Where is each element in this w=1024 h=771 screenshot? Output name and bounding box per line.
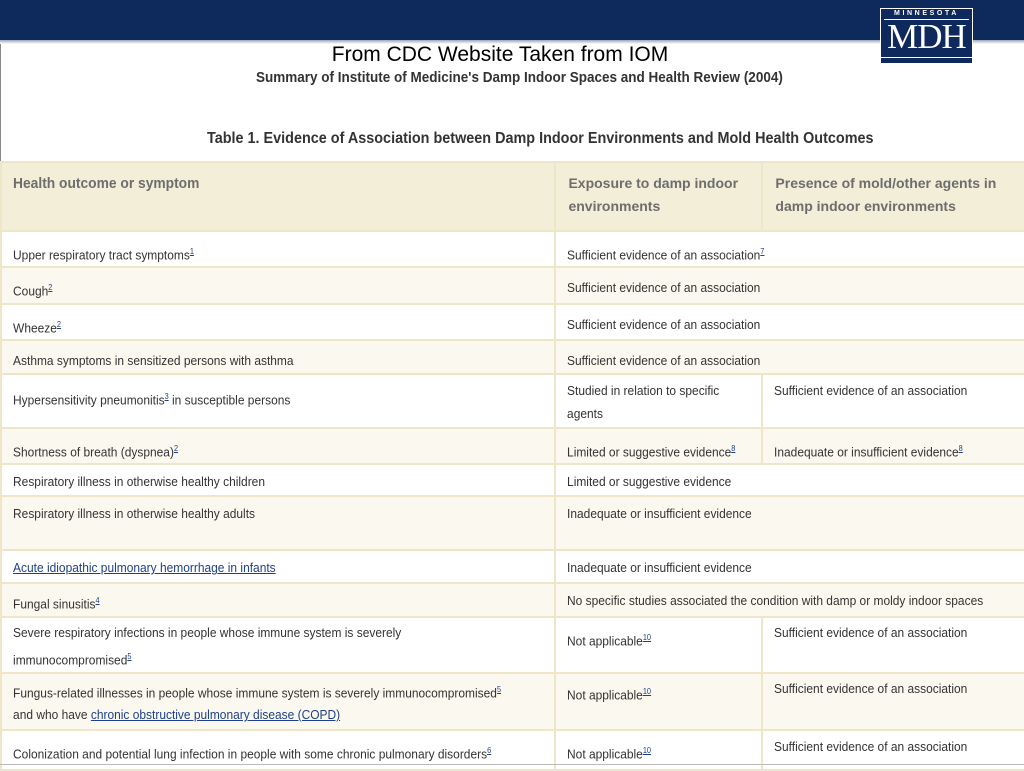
mold-cell: [762, 428, 1024, 464]
footnote-ref[interactable]: 4: [95, 596, 100, 606]
footnote-ref[interactable]: 2: [48, 283, 53, 293]
slide-title: From CDC Website Taken from IOM: [331, 43, 669, 66]
outcome-cell: [1, 374, 555, 428]
exposure-cell: [555, 304, 1024, 340]
exposure-text: Studied in relation to specific: [567, 382, 720, 398]
outcome-cell: [1, 267, 555, 303]
outcome-text-line2: and who have: [13, 707, 91, 723]
column-header-outcome: [1, 162, 555, 231]
mold-text: Inadequate or insufficient evidence: [774, 444, 960, 460]
exposure-text: Not applicable: [567, 632, 644, 648]
table-row: [1, 464, 1024, 496]
evidence-table: [0, 161, 1024, 771]
column-header-mold: [762, 162, 1024, 231]
table-row: [1, 617, 1024, 673]
bottom-rule: [0, 764, 1024, 765]
column-header-outcome-text: Health outcome or symptom: [13, 175, 200, 192]
outcome-cell: [1, 464, 555, 496]
exposure-text: Limited or suggestive evidence: [567, 474, 732, 490]
table-row: [1, 231, 1024, 267]
outcome-text: Asthma symptoms in sensitized persons with asthma: [13, 352, 294, 368]
column-header-exposure-text: Exposure to damp indoor environments: [568, 175, 739, 214]
footnote-ref[interactable]: 6: [487, 745, 492, 755]
mold-text: Sufficient evidence of an association: [774, 738, 968, 754]
exposure-text: Not applicable: [567, 687, 644, 703]
outcome-cell: [1, 496, 555, 550]
table-header-row: [1, 162, 1024, 231]
footnote-ref[interactable]: 8: [959, 443, 964, 453]
header-bar: [0, 0, 1024, 40]
outcome-cell: [1, 583, 555, 616]
exposure-cell: [555, 428, 762, 464]
footnote-ref[interactable]: 2: [56, 319, 62, 329]
exposure-text: Limited or suggestive evidence: [567, 444, 732, 460]
exposure-cell: [555, 267, 1024, 303]
exposure-text: Inadequate or insufficient evidence: [567, 560, 753, 576]
table-row: [1, 583, 1024, 616]
exposure-text: Sufficient evidence of an association: [567, 316, 761, 332]
table-row: [1, 496, 1024, 550]
exposure-text: Not applicable: [567, 746, 644, 762]
table-row: [1, 428, 1024, 464]
column-header-exposure: [555, 162, 762, 231]
footnote-ref[interactable]: 5: [127, 651, 132, 661]
footnote-ref[interactable]: 10: [643, 686, 652, 696]
exposure-text: No specific studies associated the condition with damp or moldy indoor spaces: [567, 593, 984, 609]
exposure-cell: [555, 464, 1024, 496]
logo-mark-text: MDH: [887, 17, 966, 56]
outcome-cell: [1, 304, 555, 340]
footnote-ref[interactable]: 2: [173, 443, 179, 453]
exposure-cell: [555, 231, 1024, 267]
outcome-text: Upper respiratory tract symptoms: [13, 247, 190, 263]
outcome-cell: [1, 340, 555, 374]
outcome-suffix-text: in susceptible persons: [168, 392, 291, 408]
outcome-text: Cough: [13, 283, 49, 299]
mold-cell: [762, 617, 1024, 673]
logo-state-text: MINNESOTA: [894, 10, 959, 17]
table-row: [1, 374, 1024, 428]
exposure-cell: [555, 496, 1024, 550]
exposure-text: Sufficient evidence of an association: [567, 247, 761, 263]
mold-cell: [762, 374, 1024, 428]
footnote-ref[interactable]: 5: [496, 684, 502, 694]
exposure-text-line2: agents: [567, 405, 604, 421]
exposure-cell: [555, 617, 762, 673]
outcome-text: Wheeze: [13, 319, 57, 335]
outcome-link[interactable]: Acute idiopathic pulmonary hemorrhage in infants: [13, 560, 276, 576]
footnote-ref[interactable]: 10: [643, 632, 652, 642]
exposure-cell: [555, 374, 762, 428]
table-row: [1, 550, 1024, 583]
column-header-mold-text: Presence of mold/other agents in damp indoor environments: [775, 175, 997, 214]
outcome-cell: [1, 673, 555, 730]
mold-text: Sufficient evidence of an association: [774, 382, 968, 398]
outcome-text: Respiratory illness in otherwise healthy adults: [13, 506, 256, 522]
footnote-ref[interactable]: 7: [760, 247, 765, 256]
footnote-ref[interactable]: 1: [189, 247, 194, 256]
table-row: [1, 267, 1024, 303]
summary-title: Summary of Institute of Medicine's Damp Indoor Spaces and Health Review (2004): [256, 69, 783, 86]
outcome-cell: [1, 550, 555, 583]
outcome-text: Respiratory illness in otherwise healthy children: [13, 474, 265, 490]
outcome-cell: [1, 428, 555, 464]
exposure-text: Sufficient evidence of an association: [567, 280, 761, 296]
exposure-cell: [555, 673, 762, 730]
footnote-ref[interactable]: 10: [643, 745, 652, 755]
outcome-text: Colonization and potential lung infection in people with some chronic pulmonary disorders: [13, 746, 488, 762]
table-row: [1, 340, 1024, 374]
table-caption: Table 1. Evidence of Association between Damp Indoor Environments and Mold Health Outcomes: [207, 130, 874, 147]
table-row: [1, 304, 1024, 340]
exposure-cell: [555, 583, 1024, 616]
exposure-text: Inadequate or insufficient evidence: [567, 506, 753, 522]
footnote-ref[interactable]: 3: [164, 391, 169, 401]
table-row: [1, 673, 1024, 730]
copd-link[interactable]: chronic obstructive pulmonary disease (COPD): [90, 707, 341, 723]
outcome-text: Fungal sinusitis: [13, 596, 96, 612]
exposure-cell: [555, 340, 1024, 374]
outcome-cell: [1, 617, 555, 673]
outcome-text: Shortness of breath (dyspnea): [13, 444, 174, 460]
outcome-text: Severe respiratory infections in people whose immune system is severely: [13, 624, 402, 640]
outcome-text: Fungus-related illnesses in people whose immune system is severely immunocompromised: [13, 685, 497, 701]
exposure-text: Sufficient evidence of an association: [567, 352, 761, 368]
outcome-text-line2: immunocompromised: [13, 651, 128, 667]
outcome-cell: [1, 231, 555, 267]
exposure-cell: [555, 550, 1024, 583]
outcome-text: Hypersensitivity pneumonitis: [13, 392, 165, 408]
mold-text: Sufficient evidence of an association: [774, 680, 968, 696]
footnote-ref[interactable]: 8: [731, 443, 736, 453]
mold-cell: [762, 673, 1024, 730]
mold-text: Sufficient evidence of an association: [774, 624, 968, 640]
